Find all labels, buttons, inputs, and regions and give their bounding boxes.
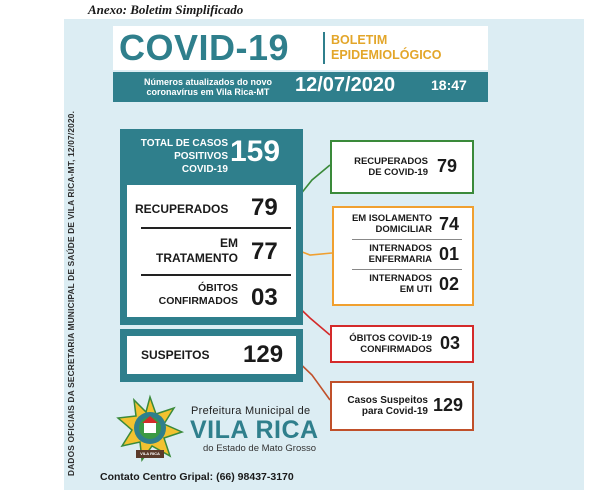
detail-enfermaria-value: 01 [439, 244, 460, 264]
total-cases-label-line1: TOTAL DE CASOS [140, 138, 228, 149]
state-label: do Estado de Mato Grosso [203, 443, 317, 454]
header-title: COVID-19 [119, 27, 290, 68]
suspected-panel [120, 329, 303, 382]
positive-cases-panel [120, 129, 303, 325]
detail-suspeitos-label-line1: Casos Suspeitos [347, 395, 428, 406]
detail-enfermaria-label-line2: ENFERMARIA [368, 254, 432, 265]
update-note-line1: Números atualizados do novo [143, 77, 273, 87]
divider-line [352, 269, 462, 270]
tratamento-label-line2: TRATAMENTO [156, 251, 238, 265]
total-cases-value: 159 [230, 135, 281, 168]
detail-obitos-label-line1: ÓBITOS COVID-19 [349, 333, 432, 344]
recuperados-value: 79 [251, 194, 278, 221]
detail-recuperados-label-line2: DE COVID-19 [368, 167, 428, 178]
city-name: VILA RICA [190, 416, 319, 444]
detail-isolamento-label-line1: EM ISOLAMENTO [351, 213, 432, 224]
detail-isolamento-label-line2: DOMICILIAR [375, 224, 432, 235]
contact-line: Contato Centro Gripal: (66) 98437-3170 [100, 471, 294, 483]
total-cases-label-line2: POSITIVOS [174, 151, 228, 162]
bulletin-date: 12/07/2020 [295, 74, 396, 96]
detail-recuperados-box [330, 140, 474, 194]
detail-obitos-label-line2: CONFIRMADOS [360, 344, 432, 355]
obitos-label-line1: ÓBITOS [197, 282, 238, 294]
detail-uti-label-line2: EM UTI [399, 284, 432, 295]
detail-obitos-label [334, 333, 432, 355]
divider-line [352, 239, 462, 240]
suspeitos-value: 129 [243, 341, 284, 368]
detail-uti-label-line1: INTERNADOS [369, 273, 432, 284]
detail-isolamento-value: 74 [439, 214, 460, 234]
bulletin-time: 18:47 [431, 77, 467, 93]
total-cases-label [128, 137, 228, 176]
detail-uti-value: 02 [439, 274, 460, 294]
obitos-label-line2: CONFIRMADOS [158, 295, 238, 307]
detail-obitos-box [330, 325, 474, 363]
total-cases-label-line3: COVID-19 [181, 164, 228, 175]
detail-suspeitos-value: 129 [433, 395, 464, 415]
update-note-line2: coronavírus em Vila Rica-MT [146, 87, 270, 97]
vertical-source-note: DADOS OFICIAIS DA SECRETARIA MUNICIPAL DE SAÚDE DE VILA RICA-MT, 12/07/2020. [66, 110, 76, 476]
header-subtitle-line1: BOLETIM [331, 33, 388, 47]
divider-line [141, 274, 291, 276]
detail-suspeitos-box [330, 381, 474, 431]
prefeitura-label: Prefeitura Municipal de [191, 405, 311, 417]
tratamento-value: 77 [251, 238, 278, 265]
detail-suspeitos-label [334, 395, 428, 417]
annex-title: Anexo: Boletim Simplificado [88, 2, 244, 17]
divider-line [141, 227, 291, 229]
tratamento-label [135, 236, 238, 266]
detail-obitos-value: 03 [440, 333, 461, 353]
tratamento-label-line1: EM [220, 236, 238, 250]
obitos-label [135, 282, 238, 308]
suspeitos-label: SUSPEITOS [141, 348, 210, 362]
suspected-box [127, 336, 296, 374]
detail-recuperados-label-line1: RECUPERADOS [354, 156, 428, 167]
detail-enfermaria-label-line1: INTERNADOS [369, 243, 432, 254]
seal-text: VILA RICA [140, 451, 160, 456]
detail-enfermaria-label [336, 243, 432, 265]
header-subtitle-line2: EPIDEMIOLÓGICO [331, 48, 442, 62]
detail-recuperados-label [336, 156, 428, 178]
cases-breakdown-box [127, 185, 296, 317]
obitos-value: 03 [251, 284, 278, 311]
recuperados-label: RECUPERADOS [135, 202, 229, 216]
detail-isolamento-label [336, 213, 432, 235]
detail-uti-label [336, 273, 432, 295]
detail-recuperados-value: 79 [437, 156, 458, 176]
detail-suspeitos-label-line2: para Covid-19 [361, 406, 428, 417]
detail-treatment-box [332, 206, 474, 306]
